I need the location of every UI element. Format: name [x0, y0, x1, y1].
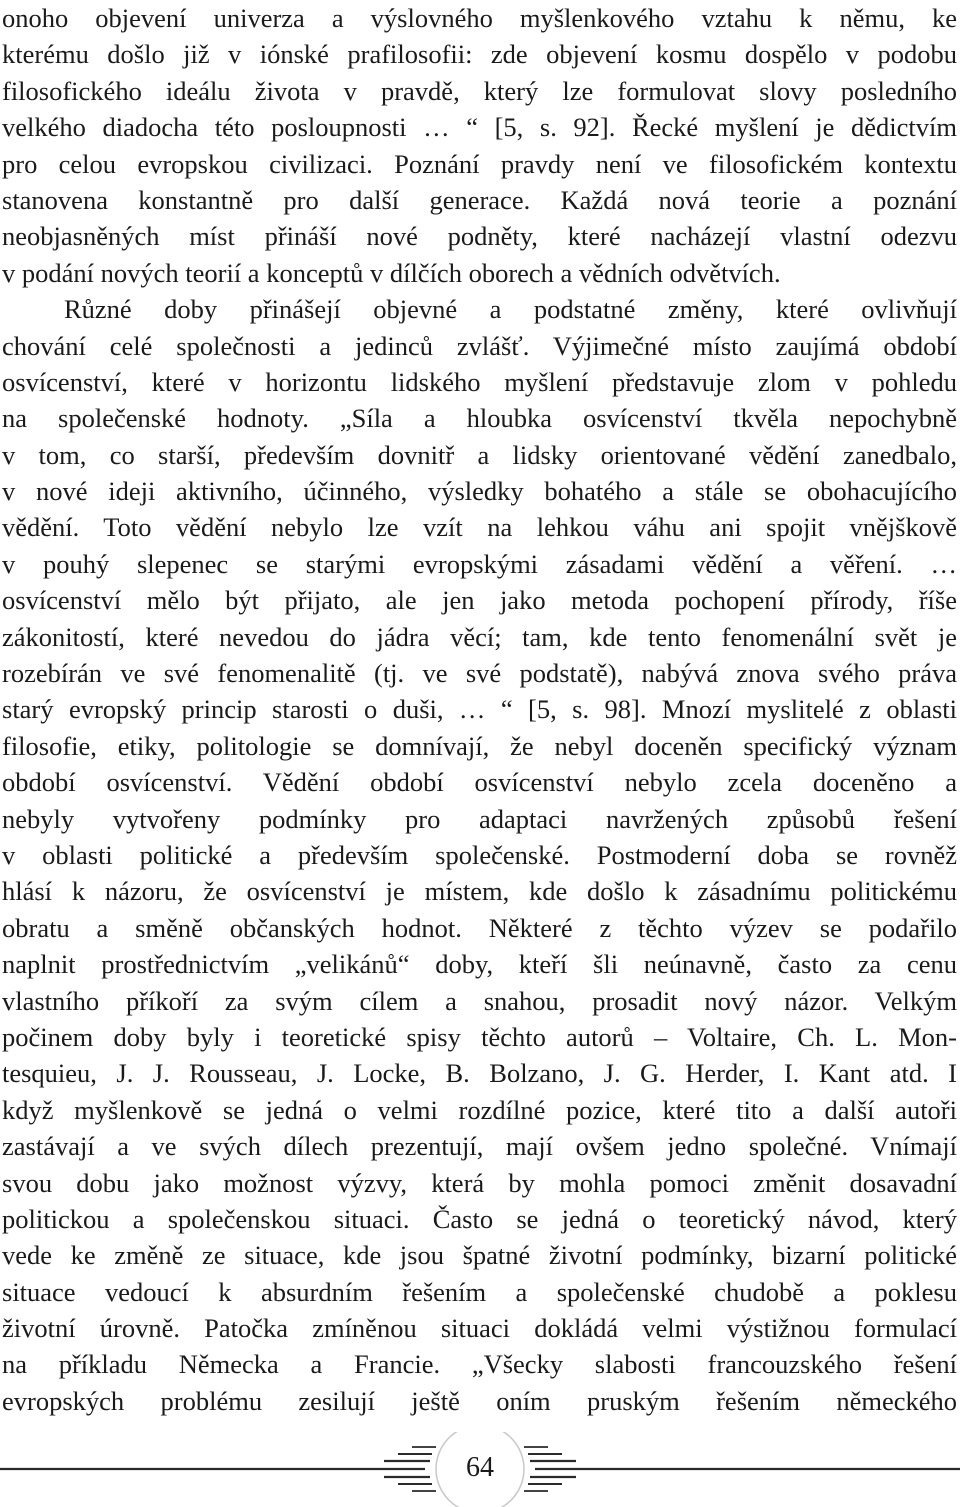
text-line: období osvícenství. Vědění období osvícenství nebylo zcela doceněno a — [2, 767, 957, 798]
text-line: v podání nových teorií a konceptů v dílčích oborech a vědních odvětvích. — [2, 257, 781, 288]
text-line: chování celé společnosti a jedinců zvlášť. Výjimečné místo zaujímá období — [2, 330, 957, 361]
text-line: rozebírán ve své fenomenalitě (tj. ve své podstatě), nabývá znova svého práva — [2, 658, 957, 689]
text-line: naplnit prostřednictvím „velikánů“ doby, kteří šli neúnavně, často za cenu — [2, 949, 957, 980]
text-line: onoho objevení univerza a výslovného myšlenkového vztahu k němu, ke — [2, 3, 957, 33]
text-line: hlásí k názoru, že osvícenství je místem, kde došlo k zásadnímu politickému — [2, 876, 957, 907]
text-line: nebyly vytvořeny podmínky pro adaptaci navržených způsobů řešení — [2, 803, 957, 834]
text-line: situace vedoucí k absurdním řešením a společenské chudobě a poklesu — [2, 1276, 957, 1307]
text-line: neobjasněných míst přináší nové podněty, které nacházejí vlastní odezvu — [2, 221, 957, 252]
text-line: obratu a směně občanských hodnot. Některé z těchto výzev se podařilo — [2, 912, 957, 943]
page-number: 64 — [466, 1452, 494, 1483]
text-line: velkého diadocha této posloupnosti … “ [5, s. 92]. Řecké myšlení je dědictvím — [2, 112, 957, 143]
text-line: v nové ideji aktivního, účinného, výsledky bohatého a stále se obohacujícího — [2, 476, 957, 507]
text-line: evropských problému zesilují ještě oním pruským řešením německého — [2, 1385, 957, 1416]
text-line: osvícenství, které v horizontu lidského myšlení představuje zlom v pohledu — [2, 366, 957, 397]
text-line: filosofického ideálu života v pravdě, který lze formulovat slovy posledního — [2, 75, 957, 106]
text-line: zákonitostí, které nevedou do jádra věcí; tam, kde tento fenomenální svět je — [2, 621, 957, 652]
text-line: pro celou evropskou civilizaci. Poznání pravdy není ve filosofickém kontextu — [2, 148, 957, 179]
text-line: tesquieu, J. J. Rousseau, J. Locke, B. Bolzano, J. G. Herder, I. Kant atd. I — [2, 1058, 957, 1089]
text-line: v pouhý slepenec se starými evropskými zásadami vědění a věření. … — [2, 548, 957, 579]
text-line: politickou a společenskou situaci. Často se jedná o teoretický návod, který — [2, 1203, 957, 1234]
text-line: vědění. Toto vědění nebylo lze vzít na lehkou váhu ani spojit vnějškově — [2, 512, 957, 543]
text-line: když myšlenkově se jedná o velmi rozdílné pozice, které tito a další autoři — [2, 1094, 957, 1125]
text-line: počinem doby byly i teoretické spisy těchto autorů – Voltaire, Ch. L. Mon- — [2, 1021, 957, 1052]
text-line: starý evropský princip starosti o duši, … “ [5, s. 98]. Mnozí myslitelé z oblasti — [2, 694, 957, 725]
text-line: vede ke změně ze situace, kde jsou špatné životní podmínky, bizarní politické — [2, 1240, 957, 1271]
text-line: kterému došlo již v iónské prafilosofii: zde objevení kosmu dospělo v podobu — [2, 39, 957, 70]
text-line: na příkladu Německa a Francie. „Všecky slabosti francouzského řešení — [2, 1349, 957, 1380]
text-line: na společenské hodnoty. „Síla a hloubka osvícenství tkvěla nepochybně — [2, 403, 957, 434]
text-line: v tom, co starší, především dovnitř a lidsky orientované vědění zanedbalo, — [2, 439, 957, 470]
text-line: filosofie, etiky, politologie se domnívají, že nebyl doceněn specifický význam — [2, 730, 957, 761]
text-line: vlastního příkoří za svým cílem a snahou, prosadit nový názor. Velkým — [2, 985, 957, 1016]
body-text — [2, 0, 957, 1419]
text-line: životní úrovně. Patočka zmíněnou situaci dokládá velmi výstižnou formulací — [2, 1313, 957, 1344]
page-footer-ornament — [0, 1432, 960, 1507]
text-line: svou dobu jako možnost výzvy, která by mohla pomoci změnit dosavadní — [2, 1167, 957, 1198]
text-line: osvícenství mělo být přijato, ale jen jako metoda pochopení přírody, říše — [2, 585, 957, 616]
text-line: stanovena konstantně pro další generace. Každá nová teorie a poznání — [2, 184, 957, 215]
text-line-paragraph-start: Různé doby přinášejí objevné a podstatné změny, které ovlivňují — [64, 294, 957, 325]
text-line: v oblasti politické a především společenské. Postmoderní doba se rovněž — [2, 839, 957, 870]
text-line: zastávají a ve svých dílech prezentují, mají ovšem jedno společné. Vnímají — [2, 1131, 957, 1162]
